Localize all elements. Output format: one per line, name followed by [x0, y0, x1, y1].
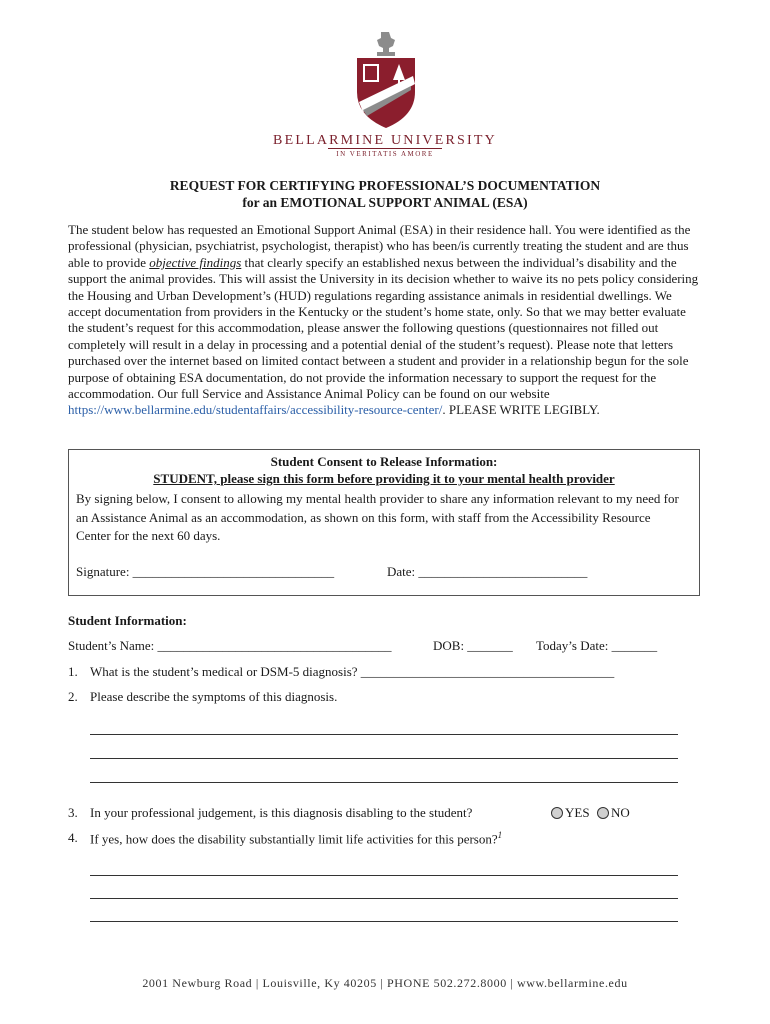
document-subtitle: for an EMOTIONAL SUPPORT ANIMAL (ESA) [242, 195, 528, 210]
footnote-marker: 1 [497, 830, 503, 840]
intro-text-1: The student below has requested an Emotional Support Animal (ESA) in their residence hall. You were identified as the professional (physician, psychiatrist, psychologist, therapist) who has been/is currently treating the student and are thus able to provide [68, 222, 691, 270]
divider [328, 148, 442, 149]
question-3-text: In your professional judgement, is this diagnosis disabling to the student? [90, 805, 473, 820]
student-name-field[interactable]: Student’s Name: ____________________________________ [68, 638, 392, 653]
answer-line[interactable] [90, 898, 678, 899]
answer-line[interactable] [90, 758, 678, 759]
radio-button-icon[interactable] [597, 807, 609, 819]
page-footer: 2001 Newburg Road | Louisville, Ky 40205 | PHONE 502.272.8000 | www.bellarmine.edu [142, 976, 628, 990]
question-number: 4. [68, 830, 78, 845]
consent-heading: Student Consent to Release Information: [270, 454, 498, 469]
question-2-text: Please describe the symptoms of this diagnosis. [90, 689, 338, 704]
yes-label: YES [565, 805, 590, 820]
answer-line[interactable] [90, 875, 678, 876]
yes-option[interactable] [551, 805, 590, 821]
objective-findings-emphasis: objective findings [149, 254, 242, 270]
consent-box [68, 449, 700, 596]
no-label: NO [611, 805, 630, 820]
radio-button-icon[interactable] [551, 807, 563, 819]
university-motto: IN VERITATIS AMORE [336, 150, 434, 158]
consent-subheading: STUDENT, please sign this form before providing it to your mental health provider [153, 471, 615, 486]
website-link[interactable]: https://www.bellarmine.edu/studentaffairs/accessibility-resource-center/ [68, 402, 443, 418]
question-number: 1. [68, 664, 78, 679]
consent-text: By signing below, I consent to allowing my mental health provider to share any information relevant to my need for an Assistance Animal as an accommodation, as shown on this form, with staff from the Accessibility Resource Center for the next 60 days. [76, 491, 679, 543]
consent-date-field[interactable]: Date: __________________________ [387, 564, 588, 579]
question-4-text [90, 830, 502, 847]
answer-line[interactable] [90, 734, 678, 735]
university-crest-icon [355, 30, 417, 130]
intro-paragraph [68, 222, 702, 419]
signature-field[interactable]: Signature: _______________________________ [76, 564, 335, 579]
question-number: 3. [68, 805, 78, 820]
question-4-label: If yes, how does the disability substantially limit life activities for this person? [90, 831, 498, 847]
intro-text-2: that clearly specify an established nexus between the individual’s disability and the support the animal provides. This will assist the University in its decision whether to waive its no pets policy considering the Housing and Urban Development’s (HUD) regulations regarding assistance animals in residential dwellings. We accept documentation from providers in the Kentucky or the student’s home state, only. So that we may better evaluate the student’s request for this accommodation, please answer the following questions (questionnaires not filled out completely will result in a delay in processing and a potential denial of the student’s request). Please note that letters purchased over the internet based on limited contact between a student and provider in a relationship begun for the sole purpose of obtaining ESA documentation, do not provide the information necessary to support the request for the accommodation. Our full Service and Assistance Animal Policy can be found on our website [68, 254, 699, 402]
student-info-heading: Student Information: [68, 613, 187, 628]
no-option[interactable] [597, 805, 630, 821]
question-number: 2. [68, 689, 78, 704]
answer-line[interactable] [90, 921, 678, 922]
question-1-diagnosis-field[interactable]: What is the student’s medical or DSM-5 diagnosis? _______________________________________ [90, 664, 615, 679]
answer-line[interactable] [90, 782, 678, 783]
document-title: REQUEST FOR CERTIFYING PROFESSIONAL’S DOCUMENTATION [169, 178, 601, 193]
intro-text-3: . PLEASE WRITE LEGIBLY. [442, 402, 600, 418]
university-name: BELLARMINE UNIVERSITY [273, 133, 497, 148]
todays-date-field[interactable]: Today’s Date: _______ [536, 638, 658, 653]
dob-field[interactable]: DOB: _______ [433, 638, 513, 653]
